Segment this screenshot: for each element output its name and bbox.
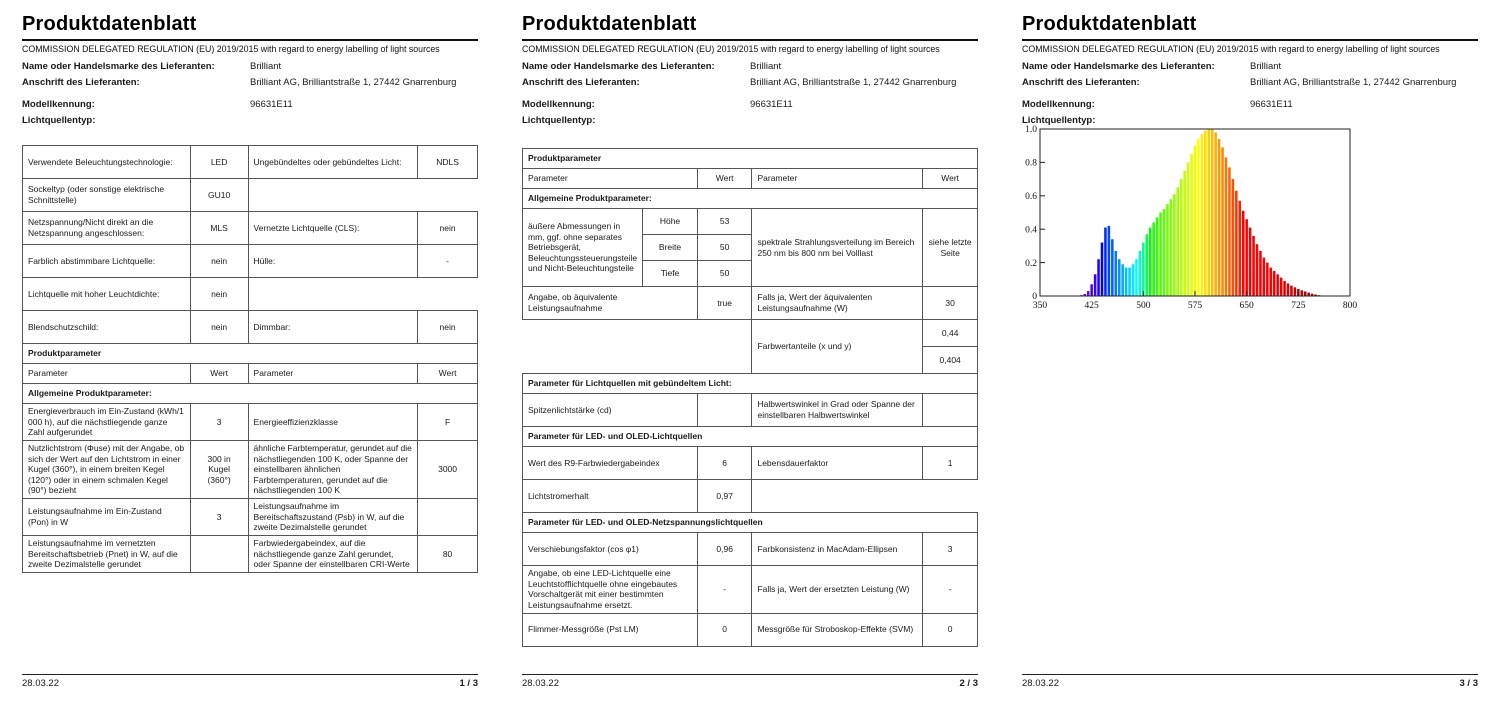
spectrum-bar [1111,239,1114,296]
parameter-label-cell: Falls ja, Wert der ersetzten Leistung (W) [752,566,923,614]
parameter-label-cell: Angabe, ob äquivalente Leistungsaufnahme [523,287,698,320]
parameter-value-cell: GU10 [190,179,248,212]
x-axis-tick-label: 350 [1032,301,1048,311]
spectrum-bar [1177,187,1180,296]
parameter-value-cell: Wert [923,169,978,189]
footer-rule [522,674,978,675]
parameter-label-cell: Leistungsaufnahme im vernetzten Bereitschaftsbetrieb (Pnet) in W, auf die zweite Dezimalstelle gerundet [23,535,191,572]
spectrum-bar [1280,278,1283,296]
spectrum-bar [1242,211,1245,296]
parameter-value-cell: - [923,566,978,614]
table-section-header: Allgemeine Produktparameter: [23,384,478,404]
parameter-value-cell: nein [190,311,248,344]
parameter-label-cell: Vernetzte Lichtquelle (CLS): [248,212,418,245]
page-2 [522,0,978,708]
supplier-address-label: Anschrift des Lieferanten: [22,77,140,88]
footer-page-number: 3 / 3 [1459,678,1478,689]
model-id-label: Modellkennung: [1022,99,1095,110]
spectrum-bar [1104,228,1107,296]
y-axis-tick-label: 0.8 [1025,158,1037,169]
parameter-value-cell: 0,97 [697,480,752,513]
spectrum-bar [1283,281,1286,296]
spectrum-bar [1259,251,1262,296]
parameter-label-cell: Farbkonsistenz in MacAdam-Ellipsen [752,533,923,566]
spectrum-bar [1235,191,1238,296]
spectrum-bar [1211,129,1214,296]
product-parameters-table-page2 [522,148,978,647]
spectrum-bar [1290,286,1293,296]
spectrum-bar [1221,147,1224,296]
parameter-label-cell: Sockeltyp (oder sonstige elektrische Schnittstelle) [23,179,191,212]
parameter-label-cell: Lichtquelle mit hoher Leuchtdichte: [23,278,191,311]
parameter-value-cell: MLS [190,212,248,245]
empty-cell [248,278,477,311]
supplier-name-value: Brilliant [1250,61,1282,72]
spectrum-bar [1270,268,1273,296]
spectrum-bar [1307,293,1310,296]
spectrum-bar [1156,218,1159,296]
parameter-value-cell: 3 [923,533,978,566]
table-section-header: Produktparameter [523,149,978,169]
spectrum-bar [1163,209,1166,296]
parameter-value-cell: 0,404 [923,347,978,374]
parameter-label-cell: Blendschutzschild: [23,311,191,344]
parameter-label-cell: Dimmbar: [248,311,418,344]
page-title: Produktdatenblatt [22,12,478,41]
light-source-type-label: Lichtquellentyp: [522,115,596,126]
spectrum-bar [1218,139,1221,296]
spectrum-bar [1152,223,1155,296]
parameter-value-cell: Wert [418,364,478,384]
spectrum-bar [1094,274,1097,296]
table-section-header: Parameter für LED- und OLED-Netzspannungslichtquellen [523,513,978,533]
spectrum-bar [1115,251,1118,296]
spectrum-bar [1132,264,1135,296]
spectrum-bar [1273,271,1276,296]
page-title: Produktdatenblatt [1022,12,1478,41]
empty-cell [523,320,752,374]
table-section-header: Produktparameter [23,344,478,364]
parameter-label-cell: Parameter [248,364,418,384]
parameter-value-cell: - [418,245,478,278]
supplier-info [22,61,478,126]
spectrum-bar [1087,291,1090,296]
spectrum-bar [1187,162,1190,296]
parameter-label-cell: Parameter [523,169,698,189]
parameter-value-cell: 3000 [418,440,478,498]
light-source-type-value [250,115,478,126]
x-axis-tick-label: 425 [1084,301,1099,311]
parameter-value-cell: nein [418,311,478,344]
parameter-label-cell: Verwendete Beleuchtungstechnologie: [23,146,191,179]
spectrum-bar [1166,204,1169,296]
spectrum-bar [1245,219,1248,296]
light-source-type-label: Lichtquellentyp: [22,115,96,126]
supplier-address-label: Anschrift des Lieferanten: [522,77,640,88]
parameter-value-cell: nein [418,212,478,245]
parameter-value-cell: 1 [923,447,978,480]
spectrum-bar [1214,132,1217,296]
parameter-label-cell: Farblich abstimmbare Lichtquelle: [23,245,191,278]
y-axis-tick-label: 0.6 [1025,192,1037,202]
spectrum-bar [1225,157,1228,296]
parameter-value-cell: Tiefe [643,261,698,287]
product-parameters-table-container [22,145,478,573]
parameter-value-cell: Höhe [643,209,698,235]
parameter-value-cell: siehe letzte Seite [923,209,978,287]
spectrum-bar [1204,131,1207,296]
supplier-name-label: Name oder Handelsmarke des Lieferanten: [1022,61,1215,72]
supplier-address-label: Anschrift des Lieferanten: [1022,77,1140,88]
parameter-value-cell: 0,44 [923,320,978,347]
parameter-label-cell: Hülle: [248,245,418,278]
parameter-label-cell: Messgröße für Stroboskop-Effekte (SVM) [752,613,923,646]
parameter-label-cell: spektrale Strahlungsverteilung im Bereich 250 nm bis 800 nm bei Volllast [752,209,923,287]
light-source-type-label: Lichtquellentyp: [1022,115,1096,126]
parameter-label-cell: äußere Abmessungen in mm, ggf. ohne separates Betriebsgerät, Beleuchtungssteuerungsteile und Nicht-Beleuchtungsteile [523,209,643,287]
parameter-value-cell: 50 [697,235,752,261]
spectrum-bar [1139,251,1142,296]
parameter-value-cell: Wert [697,169,752,189]
footer-rule [22,674,478,675]
product-parameters-table-container [522,148,978,647]
spectrum-bar [1287,283,1290,296]
x-axis-tick-label: 800 [1342,301,1358,311]
parameter-value-cell: 53 [697,209,752,235]
spectrum-bar [1263,258,1266,296]
regulation-subtitle: COMMISSION DELEGATED REGULATION (EU) 2019/2015 with regard to energy labelling of light sources [22,44,440,54]
parameter-value-cell: nein [190,245,248,278]
spectrum-bar [1146,234,1149,296]
parameter-value-cell: 6 [697,447,752,480]
x-axis-tick-label: 650 [1239,301,1254,311]
table-section-header: Allgemeine Produktparameter: [523,189,978,209]
parameter-value-cell [697,394,752,427]
parameter-label-cell: Flimmer-Messgröße (Pst LM) [523,613,698,646]
footer-date: 28.03.22 [1022,678,1059,689]
parameter-value-cell: nein [190,278,248,311]
supplier-name-value: Brilliant [750,61,782,72]
parameter-value-cell: Wert [190,364,248,384]
spectral-distribution-chart [1022,122,1478,332]
parameter-label-cell: Energieverbrauch im Ein-Zustand (kWh/1 000 h), auf die nächstliegende ganze Zahl aufgerundet [23,404,191,441]
footer-page-number: 2 / 3 [959,678,978,689]
spectrum-bar [1249,228,1252,296]
parameter-value-cell: 300 in Kugel (360°) [190,440,248,498]
supplier-name-label: Name oder Handelsmarke des Lieferanten: [522,61,715,72]
parameter-value-cell: NDLS [418,146,478,179]
spectrum-bar [1239,201,1242,296]
parameter-label-cell: Lebensdauerfaktor [752,447,923,480]
table-section-header: Parameter für LED- und OLED-Lichtquellen [523,427,978,447]
spectrum-bar [1128,268,1131,296]
parameter-value-cell: 30 [923,287,978,320]
parameter-label-cell: Leistungsaufnahme im Ein-Zustand (Pon) in W [23,499,191,536]
supplier-info [1022,61,1478,126]
spectrum-bar [1159,213,1162,297]
parameter-value-cell: 0,96 [697,533,752,566]
parameter-value-cell: LED [190,146,248,179]
parameter-value-cell: 0 [697,613,752,646]
footer-date: 28.03.22 [22,678,59,689]
supplier-name-label: Name oder Handelsmarke des Lieferanten: [22,61,215,72]
supplier-name-value: Brilliant [250,61,282,72]
spectrum-bar [1170,199,1173,296]
parameter-value-cell: 3 [190,404,248,441]
y-axis-tick-label: 0.4 [1025,225,1037,236]
spectrum-bar [1194,146,1197,296]
x-axis-tick-label: 575 [1187,301,1203,311]
spectrum-bar [1125,268,1128,296]
supplier-address-value: Brilliant AG, Brilliantstraße 1, 27442 Gnarrenburg [1250,77,1457,88]
parameter-label-cell: Parameter [23,364,191,384]
spectrum-bar [1197,139,1200,296]
spectrum-bar [1232,179,1235,296]
supplier-info [522,61,978,126]
page-3 [1022,0,1478,708]
parameter-value-cell: 80 [418,535,478,572]
x-axis-tick-label: 500 [1136,301,1151,311]
spectrum-bar [1201,134,1204,296]
parameter-label-cell: Netzspannung/Nicht direkt an die Netzspannung angeschlossen: [23,212,191,245]
model-id-value: 96631E11 [250,99,293,110]
spectrum-bar [1301,290,1304,296]
parameter-value-cell: 50 [697,261,752,287]
spectrum-bar [1173,194,1176,296]
footer-page-number: 1 / 3 [459,678,478,689]
spectrum-bar [1135,259,1138,296]
spectrum-bar [1256,244,1259,296]
parameter-label-cell: Verschiebungsfaktor (cos φ1) [523,533,698,566]
parameter-label-cell: Lichtstromerhalt [523,480,698,513]
parameter-value-cell [418,499,478,536]
y-axis-tick-label: 1.0 [1025,125,1037,136]
spectrum-bar [1108,226,1111,296]
page-1 [22,0,478,708]
supplier-address-value: Brilliant AG, Brilliantstraße 1, 27442 Gnarrenburg [250,77,457,88]
spectrum-bar [1190,154,1193,296]
parameter-label-cell: Nutzlichtstrom (Φuse) mit der Angabe, ob sich der Wert auf den Lichtstrom in einer Kugel (360°), in einem breiten Kegel (120°) oder in einem schmalen Kegel (90°) bezieht [23,440,191,498]
parameter-label-cell: Energieeffizienzklasse [248,404,418,441]
parameter-label-cell: ähnliche Farbtemperatur, gerundet auf die nächstliegenden 100 K, oder Spanne der einstellbaren ähnlichen Farbtemperaturen, gerundet auf die nächstliegenden 100 K [248,440,418,498]
empty-cell [752,480,978,513]
model-id-label: Modellkennung: [22,99,95,110]
spectrum-bar [1208,129,1211,296]
x-axis-tick-label: 725 [1291,301,1306,311]
parameter-label-cell: Falls ja, Wert der äquivalenten Leistungsaufnahme (W) [752,287,923,320]
parameter-label-cell: Farbwiedergabeindex, auf die nächstliegende ganze Zahl gerundet, oder Spanne der einstellbaren CRI-Werte [248,535,418,572]
parameter-value-cell: 0 [923,613,978,646]
parameter-value-cell [923,394,978,427]
model-id-label: Modellkennung: [522,99,595,110]
spectrum-bar [1180,179,1183,296]
parameter-label-cell: Spitzenlichtstärke (cd) [523,394,698,427]
footer-date: 28.03.22 [522,678,559,689]
spectral-distribution-chart-container [1022,122,1478,337]
spectrum-bar [1142,243,1145,296]
parameter-label-cell: Farbwertanteile (x und y) [752,320,923,374]
y-axis-tick-label: 0.2 [1025,258,1037,269]
spectrum-bar [1294,287,1297,296]
light-source-type-value [750,115,978,126]
model-id-value: 96631E11 [1250,99,1293,110]
y-axis-tick-label: 0 [1032,292,1037,303]
parameter-value-cell: true [697,287,752,320]
page-title: Produktdatenblatt [522,12,978,41]
spectrum-bar [1121,264,1124,296]
spectrum-bar [1304,291,1307,296]
parameter-value-cell: F [418,404,478,441]
parameter-value-cell: - [697,566,752,614]
spectrum-bar [1149,228,1152,296]
spectrum-bar [1276,274,1279,296]
regulation-subtitle: COMMISSION DELEGATED REGULATION (EU) 2019/2015 with regard to energy labelling of light sources [522,44,940,54]
parameter-label-cell: Wert des R9-Farbwiedergabeindex [523,447,698,480]
product-parameters-table-page1 [22,145,478,573]
parameter-value-cell: Breite [643,235,698,261]
spectrum-bar [1228,167,1231,296]
parameter-label-cell: Angabe, ob eine LED-Lichtquelle eine Leuchtstofflichtquelle ohne eingebautes Vorschaltgerät mit einer bestimmten Leistungsaufnahme ersetzt. [523,566,698,614]
footer-rule [1022,674,1478,675]
parameter-label-cell: Halbwertswinkel in Grad oder Spanne der einstellbaren Halbwertswinkel [752,394,923,427]
parameter-value-cell [190,535,248,572]
spectrum-bar [1101,243,1104,296]
supplier-address-value: Brilliant AG, Brilliantstraße 1, 27442 Gnarrenburg [750,77,957,88]
spectrum-bar [1252,236,1255,296]
model-id-value: 96631E11 [750,99,793,110]
table-section-header: Parameter für Lichtquellen mit gebündeltem Licht: [523,374,978,394]
parameter-value-cell: 3 [190,499,248,536]
spectrum-bar [1118,259,1121,296]
regulation-subtitle: COMMISSION DELEGATED REGULATION (EU) 2019/2015 with regard to energy labelling of light sources [1022,44,1440,54]
spectrum-bar [1183,171,1186,296]
spectrum-bar [1097,259,1100,296]
spectrum-bar [1266,263,1269,296]
empty-cell [248,179,477,212]
parameter-label-cell: Leistungsaufnahme im Bereitschaftszustand (Psb) in W, auf die zweite Dezimalstelle gerundet [248,499,418,536]
parameter-label-cell: Ungebündeltes oder gebündeltes Licht: [248,146,418,179]
parameter-label-cell: Parameter [752,169,923,189]
